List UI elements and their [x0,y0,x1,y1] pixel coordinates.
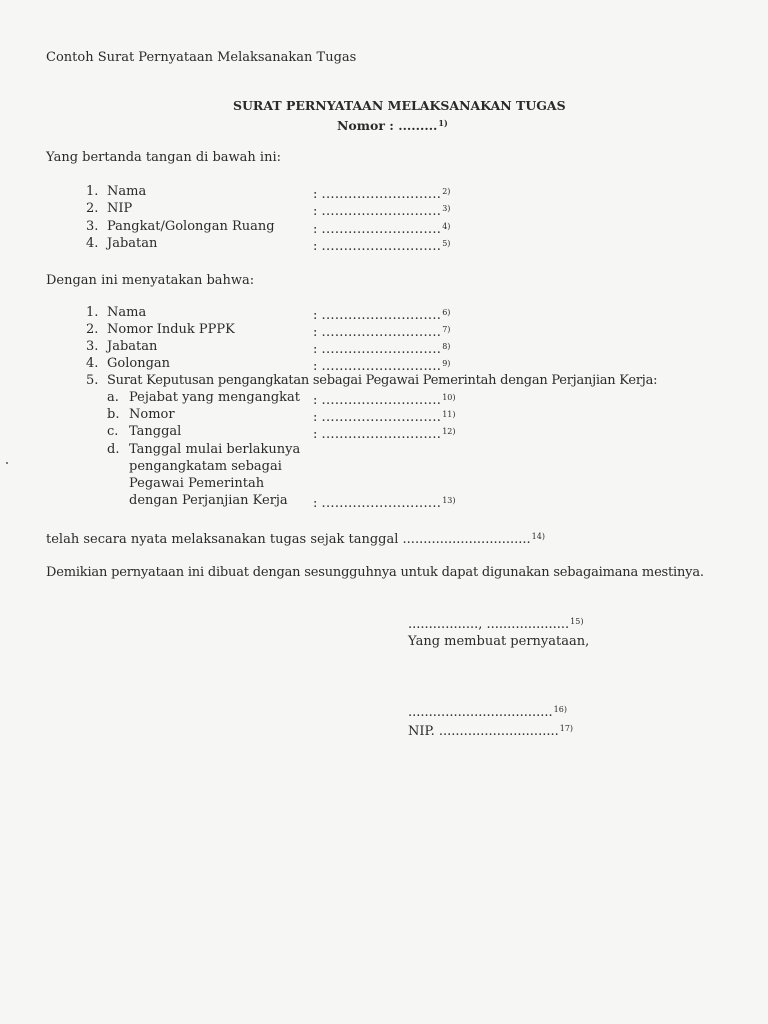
fill-dots: ........................... [321,496,442,511]
fill-dots: ........................... [321,393,442,408]
subject-item-label: Golongan [107,356,171,371]
colon: : [313,410,318,425]
fill-dots: ........................... [321,342,442,357]
footnote-ref: 14) [531,532,545,541]
place-date-line [408,614,583,633]
signer-item-field [313,236,450,255]
statement-text: telah secara nyata melaksanakan tugas sejak tanggal ............................... [46,532,531,547]
footnote-ref: 4) [442,222,451,231]
subject-item-num: 5. [86,373,99,388]
subject-item-label: Nomor Induk PPPK [107,322,235,337]
colon: : [313,393,318,408]
footnote-ref: 17) [559,724,574,733]
colon: : [313,187,318,202]
footnote-ref: 11) [442,410,456,419]
scan-speck [6,462,8,464]
intro-subject: Dengan ini menyatakan bahwa: [46,273,255,288]
fill-dots: ........................... [321,427,442,442]
footnote-ref: 12) [442,427,456,436]
sk-item-label: Tanggal [129,424,182,439]
sk-item-label-line: dengan Perjanjian Kerja [129,493,288,508]
fill-dots: ........................... [321,222,442,237]
sk-item-field [313,424,456,443]
colon: : [313,204,318,219]
colon: : [313,239,318,254]
colon: : [313,342,318,357]
place-date-dots: ................., .................... [408,617,570,632]
closing-statement: Demikian pernyataan ini dibuat dengan sesungguhnya untuk dapat digunakan sebagaimana mestinya. [46,565,704,580]
signer-item-label: NIP [107,201,133,216]
signature-dots: ................................... [408,705,553,720]
fill-dots: ........................... [321,325,442,340]
document-heading: SURAT PERNYATAAN MELAKSANAKAN TUGAS [233,98,566,113]
signer-label: Yang membuat pernyataan, [408,634,590,649]
footnote-ref: 7) [442,325,451,334]
nip-text: NIP. ............................. [408,724,559,739]
subject-item-num: 1. [86,305,99,320]
fill-dots: ........................... [321,359,442,374]
footnote-ref: 5) [442,239,451,248]
subject-item-label: Nama [107,305,147,320]
sk-item-label: Pejabat yang mengangkat [129,390,300,405]
sk-item-field [313,493,456,512]
colon: : [313,325,318,340]
signer-item-num: 2. [86,201,99,216]
footnote-ref: 9) [442,359,451,368]
footnote-ref: 8) [442,342,451,351]
fill-dots: ........................... [321,308,442,323]
footnote-ref: 16) [553,705,567,714]
footnote-ref: 1) [438,118,448,128]
subject-item-num: 4. [86,356,99,371]
intro-signer: Yang bertanda tangan di bawah ini: [46,150,281,165]
signer-item-num: 1. [86,184,99,199]
fill-dots: ........................... [321,410,442,425]
sk-item-label-line: Pegawai Pemerintah [129,476,265,491]
subject-item-num: 3. [86,339,99,354]
colon: : [313,496,318,511]
colon: : [313,427,318,442]
fill-dots: ........................... [321,204,442,219]
nip-line [408,721,573,740]
fill-dots: ........................... [321,187,442,202]
subject-item-label: Jabatan [107,339,158,354]
colon: : [313,222,318,237]
document-number [337,115,448,134]
colon: : [313,308,318,323]
footnote-ref: 13) [442,496,456,505]
statement-line [46,529,545,548]
colon: : [313,359,318,374]
sk-item-letter: c. [107,424,119,439]
sk-item-label-line: pengangkatam sebagai [129,459,282,474]
signer-item-num: 3. [86,219,99,234]
footnote-ref: 2) [442,187,451,196]
subject-item-num: 2. [86,322,99,337]
sk-item-letter: b. [107,407,120,422]
signature-line [408,702,567,721]
sk-item-label: Nomor [129,407,175,422]
fill-dots: ........................... [321,239,442,254]
signer-item-label: Nama [107,184,147,199]
footnote-ref: 10) [442,393,456,402]
nomor-text: Nomor : ......... [337,118,438,133]
footnote-ref: 3) [442,204,451,213]
sk-item-label-line: Tanggal mulai berlakunya [129,442,301,457]
sk-description: Surat Keputusan pengangkatan sebagai Pegawai Pemerintah dengan Perjanjian Kerja: [107,373,658,388]
signer-item-num: 4. [86,236,99,251]
sk-item-letter: a. [107,390,119,405]
footnote-ref: 6) [442,308,451,317]
signer-item-field [313,201,450,220]
sk-item-letter: d. [107,442,120,457]
example-title: Contoh Surat Pernyataan Melaksanakan Tugas [46,50,357,65]
signer-item-label: Jabatan [107,236,158,251]
signer-item-label: Pangkat/Golongan Ruang [107,219,275,234]
footnote-ref: 15) [570,617,584,626]
